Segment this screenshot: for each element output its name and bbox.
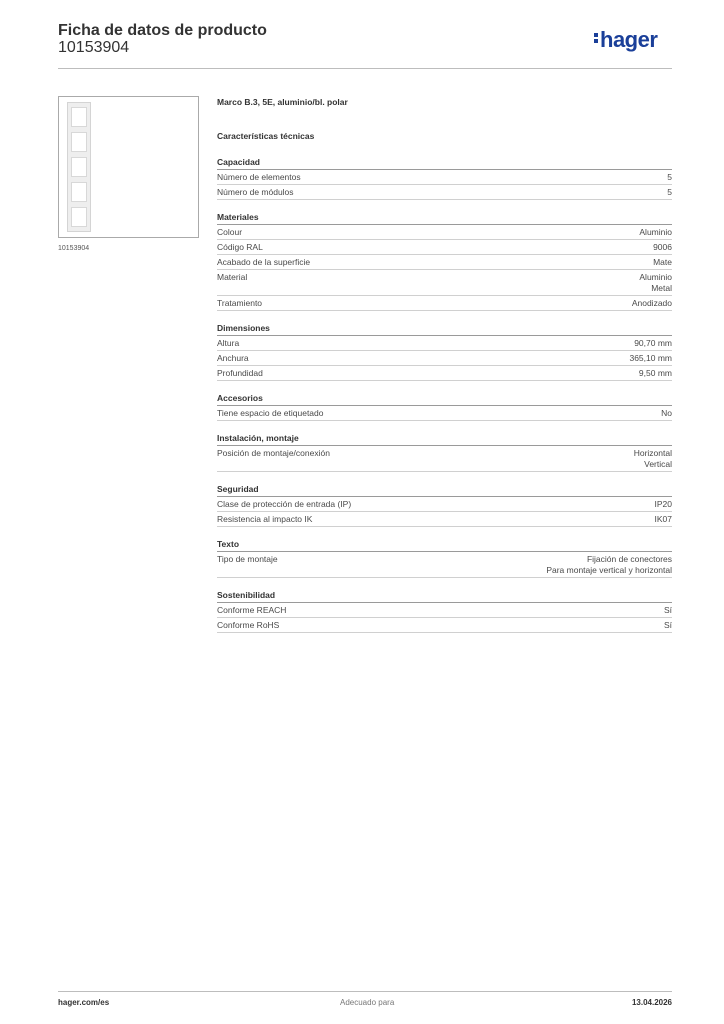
spec-value bbox=[655, 499, 673, 510]
spec-label: Número de módulos bbox=[217, 187, 294, 197]
header-divider bbox=[58, 68, 672, 69]
spec-content bbox=[217, 96, 672, 644]
spec-value bbox=[664, 605, 672, 616]
spec-value-line: No bbox=[661, 408, 672, 418]
spec-section bbox=[217, 432, 672, 472]
section-title: Sostenibilidad bbox=[217, 589, 672, 603]
spec-value bbox=[653, 257, 672, 268]
spec-value-line: IK07 bbox=[654, 514, 672, 524]
spec-value bbox=[634, 338, 672, 349]
section-title: Instalación, montaje bbox=[217, 432, 672, 446]
spec-label: Tipo de montaje bbox=[217, 554, 278, 564]
spec-value-line: 9006 bbox=[653, 242, 672, 252]
spec-value-line: Aluminio bbox=[639, 227, 672, 237]
spec-section bbox=[217, 538, 672, 578]
spec-label: Clase de protección de entrada (IP) bbox=[217, 499, 352, 509]
spec-value bbox=[653, 242, 672, 253]
characteristics-title: Características técnicas bbox=[217, 131, 315, 141]
spec-label: Anchura bbox=[217, 353, 249, 363]
spec-value-line: Aluminio bbox=[639, 272, 672, 282]
spec-value-line: Fijación de conectores bbox=[586, 554, 672, 564]
spec-value-line: Sí bbox=[663, 605, 672, 615]
spec-value-line: Para montaje vertical y horizontal bbox=[546, 565, 672, 575]
spec-section bbox=[217, 392, 672, 421]
spec-row bbox=[217, 366, 672, 381]
spec-label: Material bbox=[217, 272, 248, 282]
spec-section bbox=[217, 589, 672, 633]
section-title: Capacidad bbox=[217, 156, 672, 170]
spec-section bbox=[217, 322, 672, 381]
spec-value-line: 365,10 mm bbox=[629, 353, 672, 363]
spec-row bbox=[217, 185, 672, 200]
spec-value-line: Metal bbox=[651, 283, 672, 293]
frame-cell bbox=[71, 207, 87, 227]
frame-cell bbox=[71, 182, 87, 202]
spec-section bbox=[217, 483, 672, 527]
logo-dots-icon bbox=[594, 31, 598, 45]
spec-value-line: 5 bbox=[667, 187, 672, 197]
footer-note: Adecuado para bbox=[340, 998, 395, 1007]
spec-value bbox=[639, 227, 672, 238]
spec-row bbox=[217, 351, 672, 366]
frame-illustration bbox=[67, 102, 91, 232]
spec-value-line: 9,50 mm bbox=[638, 368, 672, 378]
spec-value bbox=[664, 620, 672, 631]
footer-date: 13.04.2026 bbox=[631, 998, 672, 1007]
spec-value bbox=[655, 514, 673, 525]
spec-row bbox=[217, 512, 672, 527]
product-name: Marco B.3, 5E, aluminio/bl. polar bbox=[217, 97, 348, 107]
spec-row bbox=[217, 240, 672, 255]
spec-label: Conforme RoHS bbox=[217, 620, 280, 630]
spec-row bbox=[217, 225, 672, 240]
spec-label: Resistencia al impacto IK bbox=[217, 514, 313, 524]
spec-row bbox=[217, 406, 672, 421]
hager-logo bbox=[594, 27, 657, 53]
footer-website: hager.com/es bbox=[58, 998, 110, 1007]
spec-row bbox=[217, 446, 672, 472]
section-title: Seguridad bbox=[217, 483, 672, 497]
spec-value bbox=[639, 368, 672, 379]
product-code: 10153904 bbox=[58, 39, 130, 56]
spec-section bbox=[217, 156, 672, 200]
spec-row bbox=[217, 552, 672, 578]
spec-label: Profundidad bbox=[217, 368, 263, 378]
spec-value-line: 5 bbox=[667, 172, 672, 182]
section-title: Dimensiones bbox=[217, 322, 672, 336]
spec-value bbox=[667, 187, 672, 198]
spec-value-line: Mate bbox=[653, 257, 672, 267]
spec-value bbox=[632, 298, 672, 309]
spec-value bbox=[629, 353, 672, 364]
spec-section bbox=[217, 211, 672, 311]
spec-label: Colour bbox=[217, 227, 243, 237]
spec-value-line: Vertical bbox=[644, 459, 672, 469]
frame-cell bbox=[71, 132, 87, 152]
frame-cell bbox=[71, 107, 87, 127]
spec-label: Código RAL bbox=[217, 242, 263, 252]
spec-value-line: IP20 bbox=[654, 499, 672, 509]
spec-value bbox=[546, 554, 672, 576]
spec-value-line: 90,70 mm bbox=[634, 338, 672, 348]
spec-sections bbox=[217, 156, 672, 633]
logo-text: hager bbox=[600, 27, 658, 52]
spec-row bbox=[217, 270, 672, 296]
spec-label: Altura bbox=[217, 338, 240, 348]
spec-value bbox=[634, 448, 672, 470]
spec-row bbox=[217, 497, 672, 512]
spec-row bbox=[217, 255, 672, 270]
frame-cell bbox=[71, 157, 87, 177]
footer-divider bbox=[58, 991, 672, 992]
spec-value-line: Anodizado bbox=[631, 298, 672, 308]
section-title: Texto bbox=[217, 538, 672, 552]
product-image bbox=[58, 96, 199, 238]
image-caption: 10153904 bbox=[58, 245, 90, 252]
spec-value-line: Horizontal bbox=[633, 448, 672, 458]
spec-row bbox=[217, 296, 672, 311]
spec-label: Número de elementos bbox=[217, 172, 301, 182]
spec-label: Posición de montaje/conexión bbox=[217, 448, 330, 458]
spec-label: Tiene espacio de etiquetado bbox=[217, 408, 324, 418]
spec-value bbox=[667, 172, 672, 183]
spec-row bbox=[217, 618, 672, 633]
spec-label: Tratamiento bbox=[217, 298, 263, 308]
section-title: Accesorios bbox=[217, 392, 672, 406]
spec-row bbox=[217, 336, 672, 351]
section-title: Materiales bbox=[217, 211, 672, 225]
spec-value bbox=[639, 272, 672, 294]
spec-value bbox=[661, 408, 672, 419]
spec-value-line: Sí bbox=[663, 620, 672, 630]
page-title: Ficha de datos de producto bbox=[58, 22, 267, 39]
spec-row bbox=[217, 603, 672, 618]
spec-row bbox=[217, 170, 672, 185]
spec-label: Acabado de la superficie bbox=[217, 257, 311, 267]
spec-label: Conforme REACH bbox=[217, 605, 287, 615]
